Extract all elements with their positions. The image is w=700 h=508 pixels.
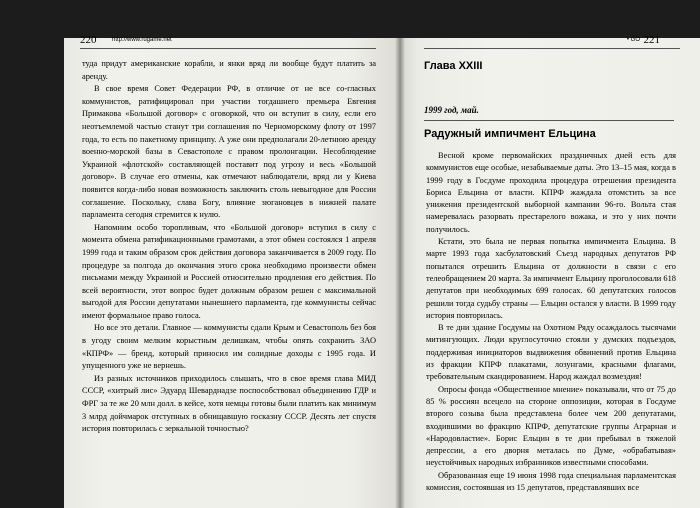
- chapter-title: Радужный импичмент Ельцина: [424, 128, 596, 140]
- paragraph: Напомним особо торопливым, что «Большой договор» вступил в силу с момента обмена ратификационными грамотами, а этот обмен состоялся 1 апреля 1999 года и таким образом срок действия договора заканчивается в 2009 году. По процедуре за полгода до окончания этого срока необходимо произвести обмен письмами между Украиной и Россией относительно продления его действия. По всей вероятности, этот вопрос будет должным образом решен с максимальной выгодой для России депутатами нынешнего парламента, где коммунисты сейчас имеют формальное право голоса.: [82, 222, 376, 320]
- paragraph: туда придут американские корабли, и янки вряд ли вообще будут платить за аренду.: [82, 59, 376, 81]
- left-page-number: 220: [80, 34, 97, 46]
- paragraph: Но все это детали. Главное — коммунисты сдали Крым и Севастополь без боя в угоду своим мелким корыстным делишкам, чтобы опять сохранить ЗАО «КПРФ» — бренд, который приносил им солидные доходы с 1995 года. И упущенного уже не вернешь.: [82, 323, 376, 371]
- right-page-number: 221: [643, 34, 660, 46]
- right-page-body: [426, 150, 676, 494]
- paragraph: Кстати, это была не первая попытка импичмента Ельцина. В марте 1993 года хасбулатовский Съезд народных депутатов РФ попытался отрешить Ельцина от должности в связи с его телеобращением 20 марта. За импичмент Ельцину проголосовали 618 депутатов при необходимых 699 голосах. 60 депутатских голосов решили тогда судьбу страны — Ельцин остался у власти. В 1999 году история повторилась.: [426, 237, 676, 320]
- right-header-rule: [424, 48, 680, 49]
- chapter-rule: [424, 120, 674, 121]
- paragraph: В свое время Совет Федерации РФ, в отличие от не все со-гласных коммунистов, ратифицировал при участии тогдашнего премьера Евгения Примакова «Большой договор» с оговоркой, что он вступит в силу, если его неотъемлемой частью станут три соглашения по Черноморскому флоту от 1997 года, то есть по пакетному принципу. А уже они предполагали 20-летнюю аренду военно-морской базы в Севастополе с правом пролонгации. Несоблюдение Украиной «флотской» составляющей поставит под угрозу и весь «Большой договор». В случае его отмены, как отмечают наблюдатели, вряд ли у Киева появится когда-либо новая возможность заключить столь невыгодное для России соглашение. Поскольку, слава Богу, влияние зюгановцев в нижней палате парламента сегодня стремится к нулю.: [82, 84, 376, 220]
- chapter-heading: Глава XXIII: [424, 60, 483, 72]
- paragraph: Образованная еще 19 июня 1998 года специальная парламентская комиссия, состоявшая из 15 депутатов, представлявших все: [426, 470, 676, 493]
- paragraph: Из разных источников приходилось слышать, что в свое время глава МИД СССР, «хитрый лис» Эдуард Шеварднадзе поспособствовал объединению ГДР и ФРГ за те же 20 млн долл. в кейсе, хотя немцы готовы были платить как минимум 3 млрд дойчмарок отступных в обнищавшую госказну СССР. Десять лет спустя история повторилась с зеркальной точностью?: [82, 373, 376, 434]
- header-url: http://www.rugame.net: [112, 37, 172, 43]
- paragraph: В те дни здание Госдумы на Охотном Ряду осаждалось тысячами митингующих. Люди круглосуточно стояли у думских подъездов, поддерживая инициаторов выдвижения обвинений против Ельцина из фракции КПРФ плакатами, лозунгами, красными флагами, требовательным скандированием. Народ жаждал возмездия!: [426, 323, 676, 382]
- left-header-rule: [80, 48, 376, 49]
- chapter-date: 1999 год, май.: [424, 105, 479, 115]
- paragraph: Опросы фонда «Общественное мнение» показывали, что от 75 до 85 % россиян всецело на стороне оппозиции, которая в Госдуме второго созыва была представлена более чем 200 депутатами, входившими во фракцию КПРФ, депутатские группы Аграрная и «Народовластие». Борис Ельцин в те дни пребывал в тяжелой депрессии, а его дворня металась по Думе, «обрабатывая» неустойчивых народных избранников известными способами.: [426, 384, 676, 468]
- paragraph: Весной кроме первомайских праздничных дней есть для коммунистов еще особые, незабываемые даты. Это 13–15 мая, когда в 1999 году в Госдуме проходила процедура отрешения президента Бориса Ельцина от власти. КПРФ жаждала отомстить за все унижения президентской выборной кампании 96-го. Вольта стая намеревалась разорвать престарелого вожака, и это у них почти получилось.: [426, 151, 676, 234]
- header-mark: • GO: [626, 37, 640, 43]
- left-page-body: [82, 58, 376, 436]
